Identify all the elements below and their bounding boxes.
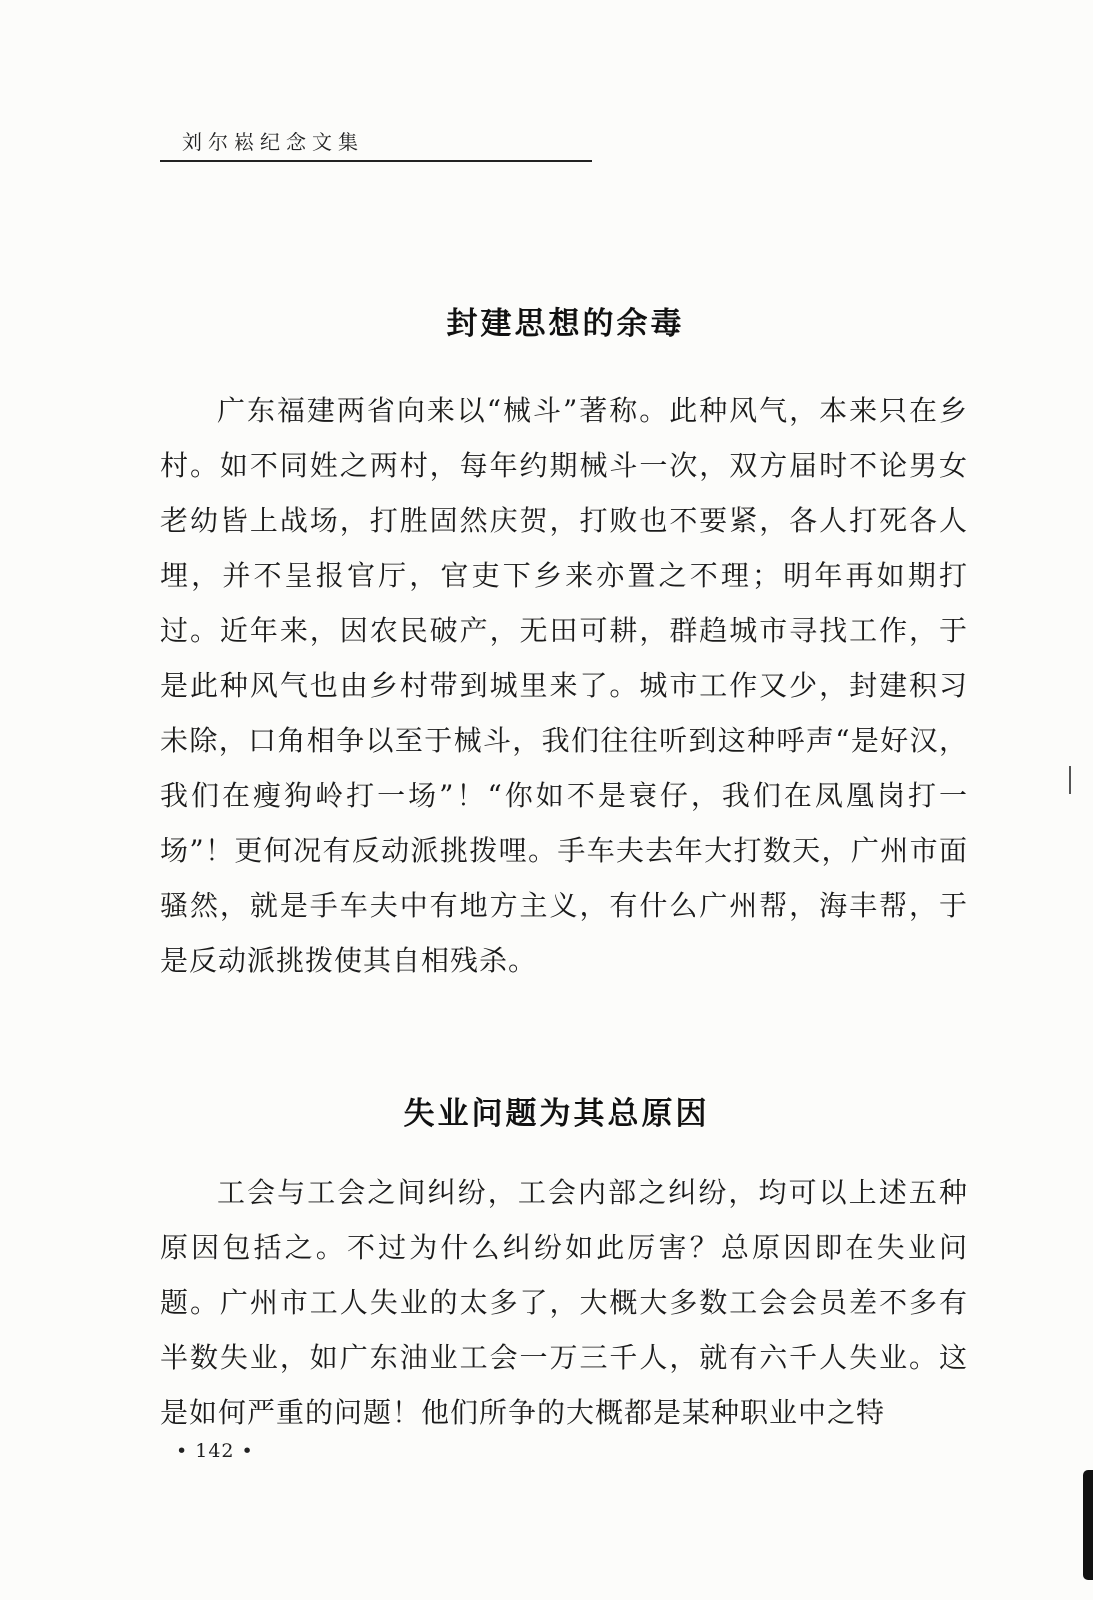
scan-edge-mark xyxy=(1083,1470,1093,1580)
body-paragraph: 工会与工会之间纠纷，工会内部之纠纷，均可以上述五种原因包括之。不过为什么纠纷如此厉害？总原因即在失业问题。广州市工人失业的太多了，大概大多数工会会员差不多有半数失业，如广东油业工会一万三千人，就有六千人失业。这是如何严重的问题！他们所争的大概都是某种职业中之特 xyxy=(160,1176,968,1429)
body-paragraph: 广东福建两省向来以“械斗”著称。此种风气，本来只在乡村。如不同姓之两村，每年约期械斗一次，双方届时不论男女老幼皆上战场，打胜固然庆贺，打败也不要紧，各人打死各人埋，并不呈报官厅，官吏下乡来亦置之不理；明年再如期打过。近年来，因农民破产，无田可耕，群趋城市寻找工作，于是此种风气也由乡村带到城里来了。城市工作又少，封建积习未除，口角相争以至于械斗，我们往往听到这种呼声“是好汉，我们在瘦狗岭打一场”！“你如不是衰仔，我们在凤凰岗打一场”！更何况有反动派挑拨哩。手车夫去年大打数天，广州市面骚然，就是手车夫中有地方主义，有什么广州帮，海丰帮，于是反动派挑拨使其自相残杀。 xyxy=(160,394,968,977)
page-number: • 142 • xyxy=(176,1440,254,1462)
running-header: 刘尔崧纪念文集 xyxy=(182,130,364,154)
section-title-feudal-poison: 封建思想的余毒 xyxy=(446,305,685,342)
header-rule xyxy=(160,160,592,162)
scan-speck xyxy=(1069,766,1071,794)
section-title-unemployment: 失业问题为其总原因 xyxy=(403,1095,710,1132)
